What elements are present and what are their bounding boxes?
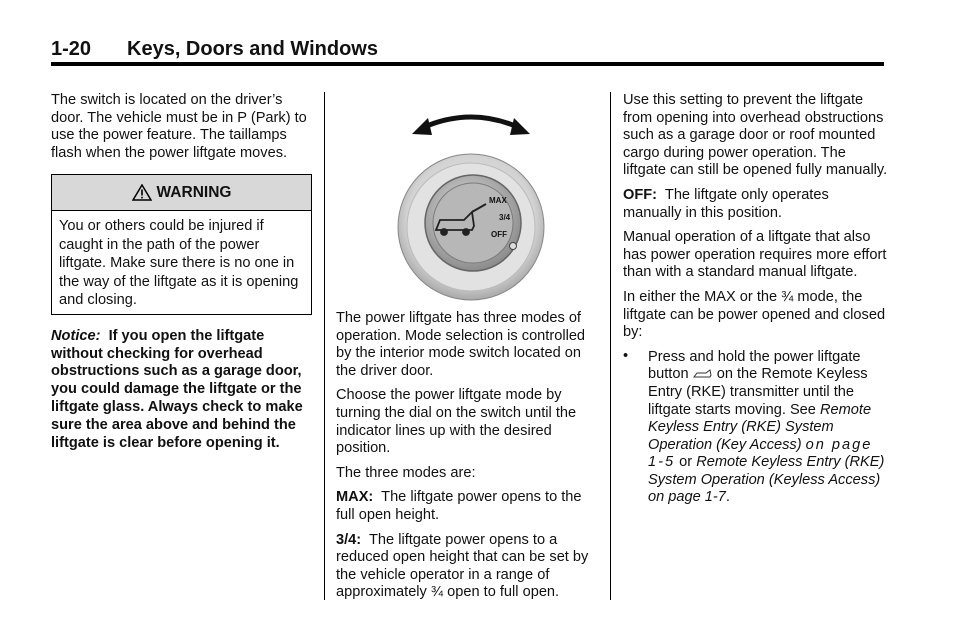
dial-indicator-mark [510, 243, 517, 250]
warning-header [52, 175, 311, 211]
page-header [51, 38, 378, 61]
column-3 [623, 92, 888, 514]
max-label: MAX: [336, 489, 374, 506]
notice-paragraph [51, 328, 313, 453]
dial-label-three-quarter: 3/4 [499, 213, 511, 222]
header-rule [51, 62, 884, 66]
three-quarter-text: The liftgate power opens to a reduced open height that can be set by the vehicle operator in a range of approximately ¾ open to full open. [336, 531, 589, 601]
or-text: or [679, 454, 693, 471]
warning-box [51, 174, 312, 315]
bullet-text-b: on the Remote Keyless Entry (RKE) transmitter until the liftgate starts moving. See [648, 366, 868, 418]
warning-triangle-icon [132, 184, 152, 201]
off-mode-paragraph [623, 187, 888, 222]
three-quarter-label: 3/4: [336, 531, 362, 548]
section-title: Keys, Doors and Windows [127, 38, 378, 60]
off-text: The liftgate only operates manually in this position. [623, 186, 829, 221]
three-modes-paragraph: The three modes are: [336, 464, 476, 481]
off-label: OFF: [623, 186, 658, 203]
warning-text: You or others could be injured if caught in the path of the power liftgate. Make sure there is no one in the way of the liftgate as it is opening and closing. [59, 218, 299, 309]
bullet-dot: • [623, 347, 629, 364]
three-quarter-mode-paragraph [336, 532, 598, 602]
max-text: The liftgate power opens to the full open height. [336, 489, 582, 523]
max-mode-paragraph [336, 489, 598, 524]
bullet-text-a: Press and hold the power liftgate button [648, 348, 861, 383]
page-number: 1-20 [51, 38, 92, 60]
reference-page-1-5[interactable]: on page 1-5 [648, 436, 873, 471]
column-1 [51, 92, 313, 459]
liftgate-mode-dial-illustration [376, 102, 566, 302]
modes-paragraph: The power liftgate has three modes of operation. Mode selection is controlled by the interior mode switch located on the driver door. [336, 310, 586, 379]
reference-link-rke-key-access[interactable]: Remote Keyless Entry (RKE) System Operation (Key Access) [648, 401, 872, 453]
setting-paragraph: Use this setting to prevent the liftgate from opening into overhead obstructions such as a garage door or roof mounted cargo during power operation. The liftgate can still be opened fully manually. [623, 92, 888, 179]
dial-label-max: MAX [489, 196, 507, 205]
period: . [725, 489, 730, 506]
liftgate-button-icon [693, 369, 713, 379]
manual-operation-paragraph: Manual operation of a liftgate that also has power operation requires more effort than with a standard manual liftgate. [623, 229, 887, 281]
reference-link-rke-keyless-access[interactable]: Remote Keyless Entry (RKE) System Operation (Keyless Access) on page 1-7 [648, 454, 885, 506]
either-mode-paragraph: In either the MAX or the ¾ mode, the liftgate can be power opened and closed by: [623, 288, 886, 341]
notice-text: If you open the liftgate without checking for overhead obstructions such as a garage door, you could damage the liftgate or the liftgate glass. Always check to make sure the area above and behind the liftgate is clear before opening it. [51, 327, 303, 451]
column-2 [336, 92, 598, 609]
column-divider-1 [324, 92, 325, 600]
dial-label-off: OFF [491, 230, 507, 239]
column-divider-2 [610, 92, 611, 600]
choose-mode-paragraph: Choose the power liftgate mode by turning the dial on the switch until the indicator lines up with the desired position. [336, 387, 577, 457]
bullet-item [623, 349, 888, 507]
rotation-arrow-icon [412, 117, 530, 135]
intro-paragraph: The switch is located on the driver’s door. The vehicle must be in P (Park) to use the power feature. The taillamps flash when the power liftgate moves. [51, 92, 307, 161]
warning-title: WARNING [156, 184, 232, 202]
notice-label: Notice: [51, 327, 101, 344]
